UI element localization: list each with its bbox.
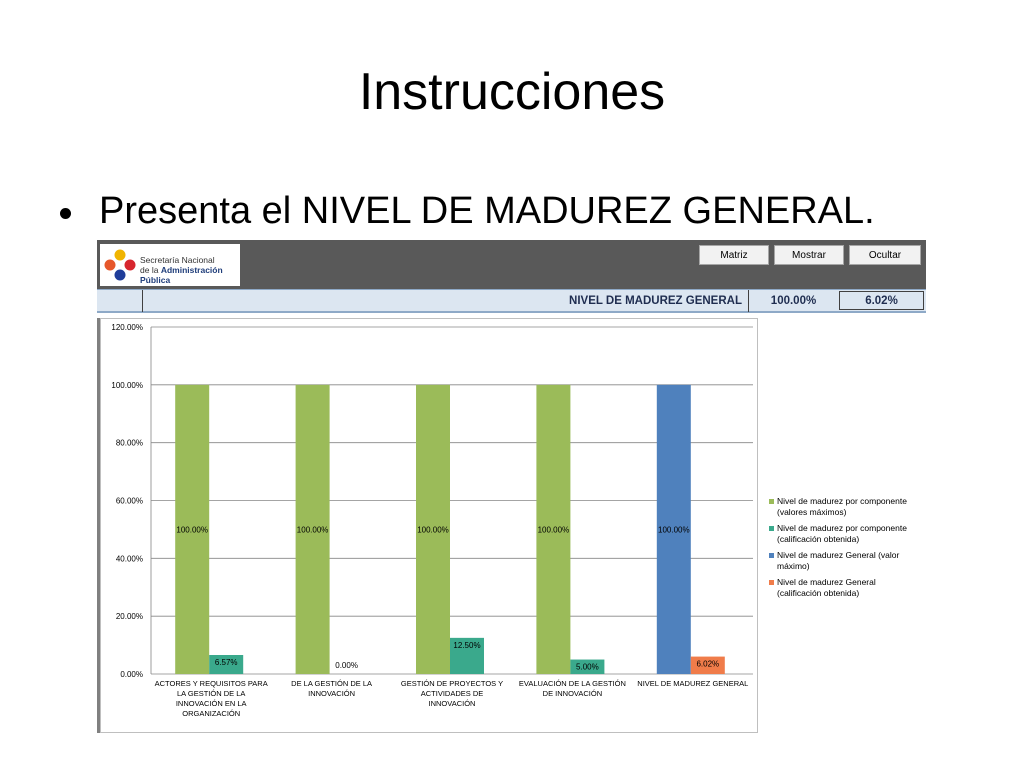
data-label: 0.00% <box>335 661 358 670</box>
summary-label: NIVEL DE MADUREZ GENERAL <box>497 290 749 312</box>
x-tick-label: INNOVACIÓN <box>308 689 356 698</box>
logo-emblem-icon <box>104 249 136 281</box>
x-tick-label: DE INNOVACIÓN <box>542 689 603 698</box>
data-label: 100.00% <box>537 525 570 535</box>
legend-item <box>767 550 926 571</box>
y-tick-label: 100.00% <box>111 380 143 390</box>
data-label: 100.00% <box>417 525 449 535</box>
summary-max-value: 100.00% <box>770 295 817 307</box>
x-tick-label: NIVEL DE MADUREZ GENERAL <box>637 679 749 688</box>
y-tick-label: 20.00% <box>115 612 143 622</box>
legend-text: Nivel de madurez General <box>777 577 876 587</box>
y-tick-label: 60.00% <box>115 496 143 506</box>
legend-text: Nivel de madurez General (valor <box>777 550 900 560</box>
y-tick-label: 40.00% <box>115 554 143 564</box>
data-label: 5.00% <box>576 662 599 672</box>
slide-title: Instrucciones <box>358 63 666 121</box>
embedded-spreadsheet-screenshot <box>97 240 926 733</box>
legend-swatch <box>769 580 774 585</box>
legend-text: (calificación obtenida) <box>777 587 860 598</box>
x-tick-label: ACTIVIDADES DE <box>420 689 484 698</box>
x-tick-label: GESTIÓN DE PROYECTOS Y <box>400 679 504 688</box>
ocultar-button[interactable]: Ocultar <box>849 245 921 265</box>
legend-swatch <box>769 526 774 531</box>
bullet-item <box>60 190 875 233</box>
data-label: 6.02% <box>696 659 720 669</box>
x-tick-label: ACTORES Y REQUISITOS PARA <box>154 679 268 688</box>
logo-line-2 <box>140 265 240 285</box>
legend-text: Nivel de madurez por componente <box>777 496 907 506</box>
legend-text: Nivel de madurez por componente <box>777 523 907 533</box>
legend-item <box>767 523 926 544</box>
chart-frame <box>100 318 758 733</box>
matriz-button[interactable]: Matriz <box>699 245 769 265</box>
chart-legend <box>767 496 926 604</box>
legend-text: máximo) <box>777 560 810 571</box>
data-label: 100.00% <box>176 525 208 535</box>
legend-swatch <box>769 499 774 504</box>
x-tick-label: INNOVACIÓN EN LA <box>175 699 247 708</box>
bullet-text: Presenta el NIVEL DE MADUREZ GENERAL. <box>99 190 875 232</box>
bullet-dot <box>60 208 71 219</box>
header-bar <box>97 240 926 289</box>
mostrar-button[interactable]: Mostrar <box>774 245 844 265</box>
legend-swatch <box>769 553 774 558</box>
y-tick-label: 80.00% <box>115 438 143 448</box>
data-label: 100.00% <box>296 525 329 535</box>
logo-line-1: Secretaría Nacional <box>140 255 215 265</box>
x-tick-label: ORGANIZACIÓN <box>182 709 241 718</box>
x-tick-label: EVALUACIÓN DE LA GESTIÓN <box>518 679 626 688</box>
y-tick-label: 0.00% <box>120 670 143 679</box>
y-tick-label: 120.00% <box>111 323 143 332</box>
data-label: 12.50% <box>453 640 481 650</box>
x-tick-label: INNOVACIÓN <box>428 699 476 708</box>
summary-row <box>97 289 926 313</box>
legend-item <box>767 577 926 598</box>
data-label: 6.57% <box>214 658 238 668</box>
legend-text: (valores máximos) <box>777 506 847 517</box>
x-tick-label: DE LA GESTIÓN DE LA <box>291 679 373 688</box>
x-tick-label: LA GESTIÓN DE LA <box>177 689 246 698</box>
bar-chart <box>101 319 757 732</box>
summary-obtained-value: 6.02% <box>839 291 924 310</box>
logo <box>100 244 240 286</box>
legend-item <box>767 496 926 517</box>
legend-text: (calificación obtenida) <box>777 533 860 544</box>
logo-line-2-prefix: de la <box>140 265 159 275</box>
logo-text <box>140 255 240 285</box>
data-label: 100.00% <box>658 525 690 535</box>
summary-row-left-cell <box>97 290 143 312</box>
logo-line-2-bold: Administración Pública <box>140 265 223 285</box>
